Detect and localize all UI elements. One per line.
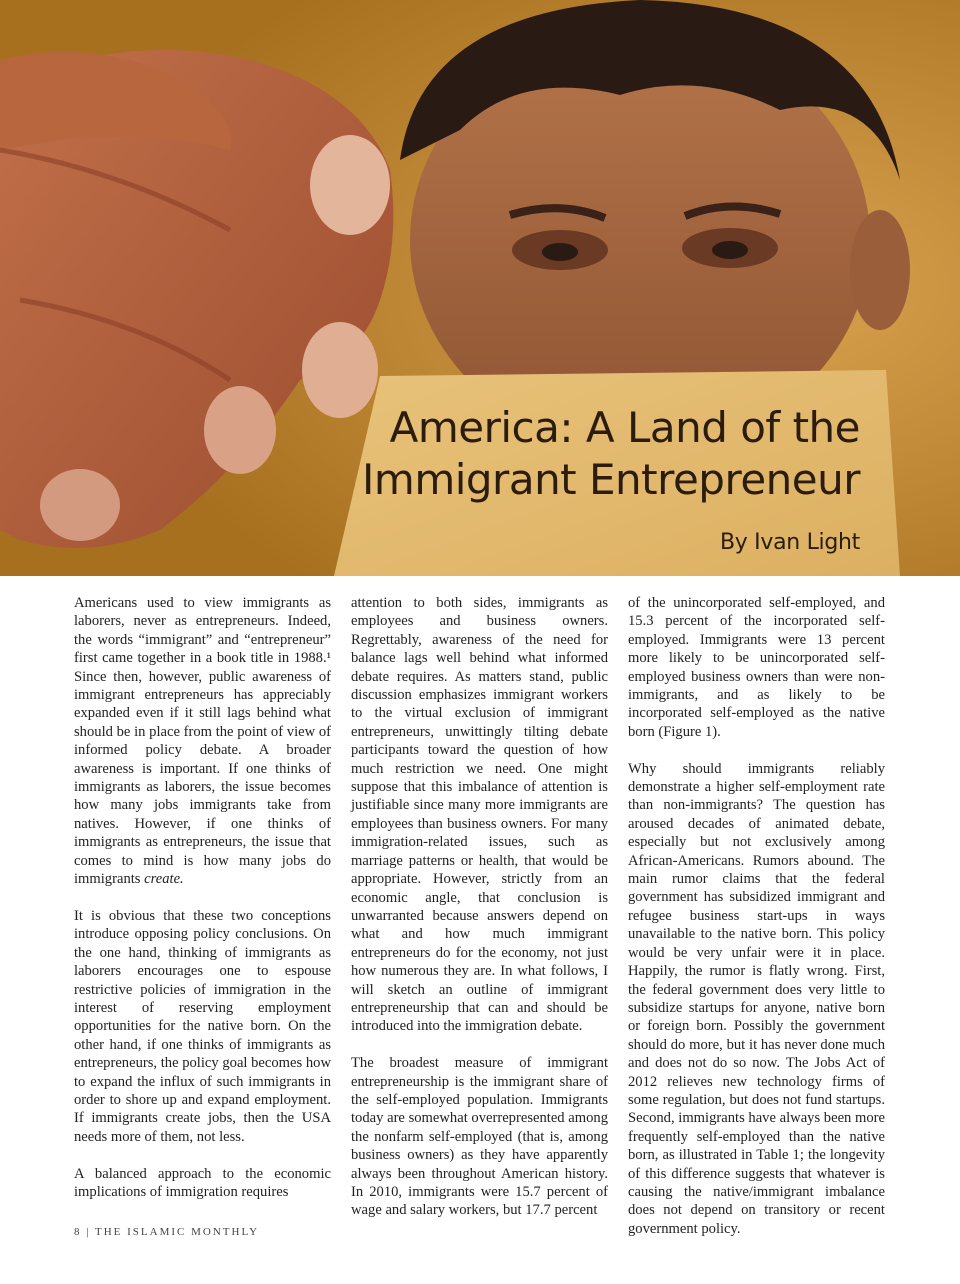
- paragraph: A balanced approach to the economic implications of immigration requires: [74, 1165, 331, 1200]
- title-line-2: Immigrant Entrepreneur: [362, 455, 860, 504]
- paragraph: [74, 594, 331, 889]
- column-3: [628, 594, 885, 1257]
- title-line-1: America: A Land of the: [389, 403, 860, 452]
- column-1: [74, 594, 331, 1220]
- paragraph: of the unincorporated self-employed, and 15.3 percent of the incorporated self-employed. Immigrants were 13 percent more likely to be unincorporated self-employed business owners than were non-immigrants, and as likely to be incorporated self-employed as the native born (Figure 1).: [628, 595, 885, 740]
- paragraph-text: Americans used to view immigrants as laborers, never as entrepreneurs. Indeed, the words “immigrant” and “entrepreneur” first came together in a book title in 1988.¹ Since then, however, public awareness of immigrant entrepreneurs has appreciably expanded even if it still lags behind what should be in place from the point of view of informed policy debate. A broader awareness is important. If one thinks of immigrants as laborers, the issue becomes how many jobs immigrants take from natives. However, if one thinks of immigrants as entrepreneurs, the issue that comes to mind is how many jobs do immigrants: [74, 595, 331, 888]
- publication-name: THE ISLAMIC MONTHLY: [95, 1226, 260, 1238]
- footer-separator: |: [86, 1226, 91, 1238]
- paragraph: It is obvious that these two conceptions introduce opposing policy conclusions. On the one hand, thinking of immigrants as laborers encourages one to espouse restrictive policies of immigration in the interest of reserving employment opportunities for the native born. On the other hand, if one thinks of immigrants as entrepreneurs, the policy goal becomes how to expand the influx of such immigrants in order to shore up and expand employment. If immigrants create jobs, then the USA needs more of them, not less.: [74, 907, 331, 1145]
- hero-photo: [0, 0, 960, 576]
- paragraph: attention to both sides, immigrants as employees and business owners. Regrettably, awareness of the need for balance lags well behind what informed debate requires. As matters stand, public discussion emphasizes immigrant workers to the virtual exclusion of immigrant entrepreneurs, unwittingly tilting debate participants toward the question of how much restriction we need. One might suppose that this imbalance of attention is justifiable since many more immigrants are employees than business owners. For many immigration-related issues, such as marriage patterns or health, that would be appropriate. However, strictly from an economic angle, that conclusion is unwarranted because answers depend on what and how much immigrant entrepreneurs do for the economy, not just how numerous they are. In what follows, I will sketch an outline of immigrant entrepreneurship that can and should be introduced into the immigration debate.: [351, 595, 608, 1035]
- paragraph: Why should immigrants reliably demonstrate a higher self-employment rate than non-immigrants? The question has aroused decades of animated debate, especially but not exclusively among African-Americans. Rumors abound. The main rumor claims that the federal government has subsidized immigrant and refugee business start-ups in ways unavailable to the native born. This policy would be very unfair were it in place. Happily, the rumor is flatly wrong. First, the federal government does very little to subsidize startups for anyone, native born or foreign born. Possibly the government should do more, but it has never done much and does not do so now. The Jobs Act of 2012 relieves new technology firms of some regulation, but does not fund startups. Second, immigrants have always been more frequently self-employed than the native born, as illustrated in Table 1; the longevity of this difference suggests that whatever is causing the native/immigrant imbalance does not depend on transitory or recent government policy.: [628, 760, 885, 1237]
- page-footer: [74, 1226, 259, 1238]
- byline: By Ivan Light: [719, 530, 860, 555]
- article-title: [300, 402, 860, 506]
- column-2: [351, 594, 608, 1238]
- page-number: 8: [74, 1226, 82, 1238]
- emphasis-text: create.: [144, 871, 184, 888]
- paragraph: The broadest measure of immigrant entrepreneurship is the immigrant share of the self-employed population. Immigrants today are somewhat overrepresented among the nonfarm self-employed (that is, among business owners) as they have apparently always been throughout American history. In 2010, immigrants were 15.7 percent of wage and salary workers, but 17.7 percent: [351, 1055, 608, 1219]
